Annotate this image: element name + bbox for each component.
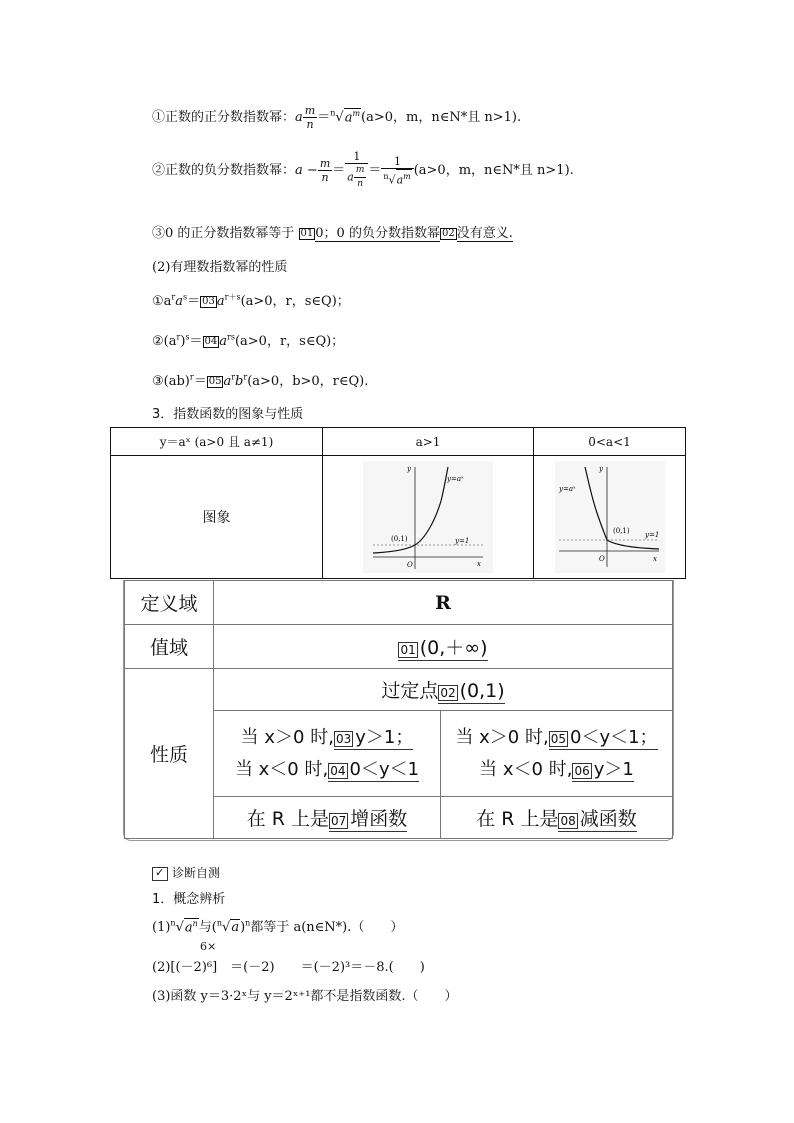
header-function: y＝aˣ (a>0 且 a≠1) [111,428,323,456]
item-1: ①正数的正分数指数幂：a $\frac{m}{n}$ $=^n√a^m(a>0$，m，n∈N*且 n>1). [152,104,522,131]
range-label: 值域 [125,625,214,669]
header-a-gt-1: a>1 [323,428,534,456]
answer-box-03: 03 [202,295,215,307]
property-2: $②(a^r)^s= 04$ $a^{rs}(a>0$，r，s∈Q)； [152,332,345,349]
svg-text:(0,1): (0,1) [612,527,630,535]
properties-table [123,580,674,841]
diagnosis-title: ✓ 诊断自测 [152,864,220,881]
graph-table [110,427,686,579]
question-1-heading: 1．概念辨析 [152,892,226,907]
svg-text:y: y [598,465,603,473]
answer-box-02: 02 [441,227,455,239]
section-3-heading: 3．指数函数的图象与性质 [152,407,304,422]
item-3: ③0 的正分数指数幂等于 01 0；0 的负分数指数幂 02 没有意义. [152,226,513,241]
increasing-case: 当 x＞0 时, 03 y＞1； 当 x＜0 时, 04 0＜y＜1 [214,711,441,797]
svg-text:O: O [598,555,605,563]
svg-text:O: O [407,561,413,569]
svg-text:y=1: y=1 [455,537,470,545]
svg-text:x: x [652,555,657,563]
svg-text:y: y [407,465,411,473]
answer-box-04: 04 [204,335,218,347]
check-icon: ✓ [152,867,168,881]
domain-label: 定义域 [125,581,214,625]
header-a-lt-1: 0<a<1 [534,428,686,456]
property-3: ③(ab)$^r$＝ 05 $a^rb^r(a>0$，b>0，r∈Q). [152,372,369,389]
monotonic-decreasing: 在 R 上是 08 减函数 [441,797,673,839]
answer-box-05: 05 [208,375,222,387]
statement-3: (3)函数 y＝3·2ˣ与 y＝2ˣ⁺¹都不是指数函数.（ ） [152,989,458,1004]
svg-text:x: x [477,560,481,568]
property-1: $①a^ra^s= 03$ $a^{r+s}(a>0$，r，s∈Q)； [152,292,350,309]
monotonic-increasing: 在 R 上是 07 增函数 [214,797,441,839]
graph-decreasing [534,456,686,579]
fixed-point: 过定点 02 (0,1) [214,669,673,711]
graph-increasing [323,456,534,579]
svg-text:y=aˣ: y=aˣ [558,485,575,493]
item-2: ②正数的负分数指数幂：a − $\frac{m}{n}$ ＝ 1 a $\frac{m}{n}$ ＝ $\frac{1}{^n√a^m}$ (a>0，m，n∈N*且 n>1). [152,150,574,189]
row-label-graph: 图象 [111,456,323,579]
statement-1: $(1)^n√a^n$与$(^n√a)^n$都等于 a(n∈N*).（ ） [152,918,404,935]
exponent-fraction: $\frac{m}{n}$ [304,104,316,131]
curve-label: y=aˣ [447,475,464,483]
domain-value: R [214,581,673,625]
answer-box-01: 01 [300,227,314,239]
range-value: 01 (0,＋∞) [214,625,673,669]
statement-2: (2)[(－2)⁶] ＝(－2) ＝(－2)³＝－8.( ) [152,960,425,975]
decreasing-case: 当 x＞0 时, 05 0＜y＜1； 当 x＜0 时, 06 y＞1 [441,711,673,797]
heading-rational-exponent: (2)有理数指数幂的性质 [152,260,288,275]
svg-text:(0,1): (0,1) [391,535,408,543]
svg-text:y=1: y=1 [644,531,659,539]
properties-label: 性质 [125,669,214,839]
